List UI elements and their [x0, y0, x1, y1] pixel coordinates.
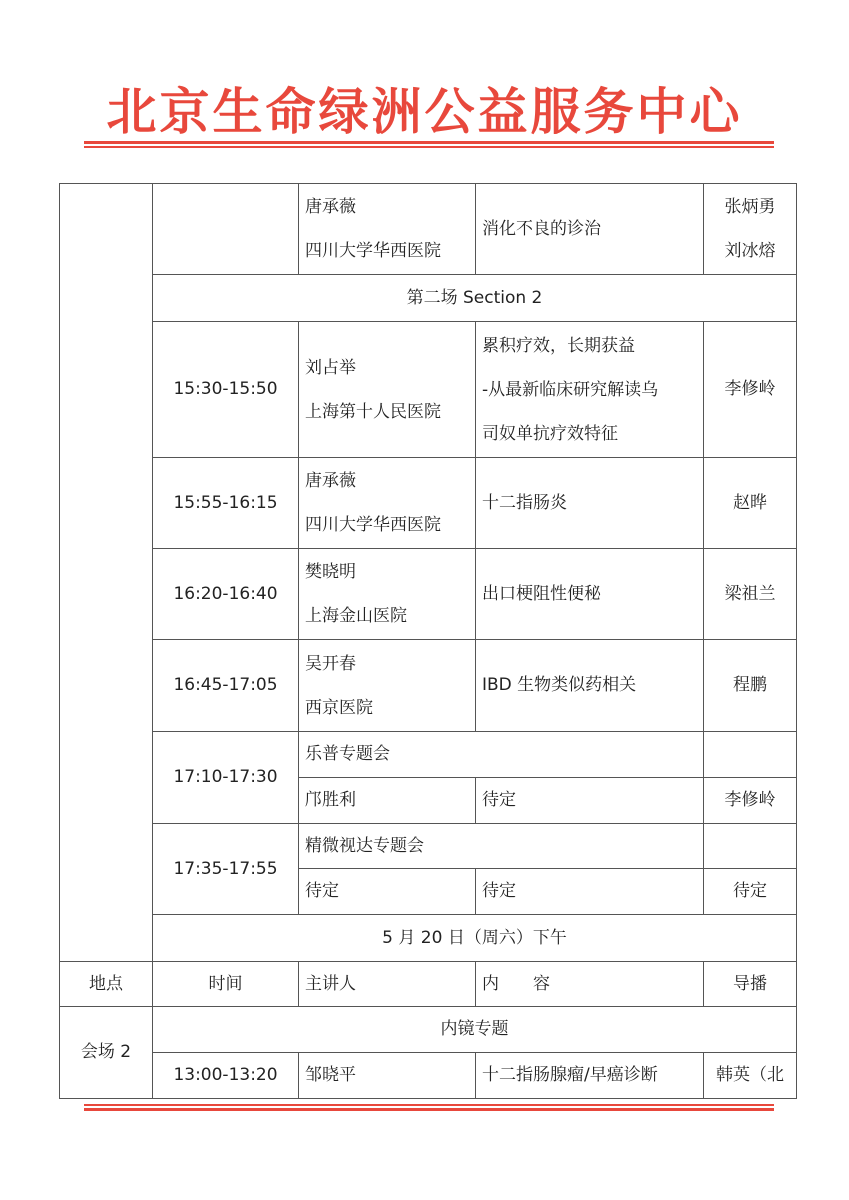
- table-row: [60, 640, 797, 731]
- speaker-name: 樊晓明: [305, 562, 356, 583]
- time-cell: [153, 184, 299, 275]
- topic-heading: 内镜专题: [153, 1006, 797, 1052]
- table-row: [60, 1006, 797, 1052]
- table-row: [60, 731, 797, 777]
- footer-rule-thick: [84, 1108, 774, 1111]
- col-header-speaker: 主讲人: [299, 962, 476, 1006]
- host-cell: [704, 184, 797, 275]
- content-cell: 出口梗阻性便秘: [476, 549, 704, 640]
- host-cell: 赵晔: [704, 457, 797, 548]
- header-row: [60, 962, 797, 1006]
- speaker-cell: [299, 640, 476, 731]
- content-cell: 消化不良的诊治: [476, 184, 704, 275]
- content-line: 司奴单抗疗效特征: [482, 423, 618, 444]
- host-cell: 李修岭: [704, 322, 797, 457]
- table-row: [60, 275, 797, 322]
- venue-cell: 会场 2: [60, 1006, 153, 1098]
- speaker-cell: [299, 184, 476, 275]
- host-name: 张炳勇: [724, 197, 776, 218]
- speaker-org: 上海第十人民医院: [305, 401, 441, 422]
- speaker-cell: [299, 549, 476, 640]
- content-cell: 待定: [476, 777, 704, 823]
- time-cell: 13:00-13:20: [153, 1052, 299, 1098]
- table-row: [60, 457, 797, 548]
- speaker-org: 西京医院: [305, 697, 373, 718]
- col-header-content: 内 容: [476, 962, 704, 1006]
- speaker-name: 唐承薇: [305, 471, 356, 492]
- table-row: [60, 549, 797, 640]
- table-row: [60, 915, 797, 962]
- host-cell: 韩英（北: [704, 1052, 797, 1098]
- table-row: [60, 1052, 797, 1098]
- speaker-cell: [299, 322, 476, 457]
- table-row: [60, 184, 797, 275]
- speaker-cell: 邝胜利: [299, 777, 476, 823]
- speaker-name: 吴开春: [305, 653, 356, 674]
- speaker-org: 四川大学华西医院: [305, 515, 441, 536]
- speaker-name: 刘占举: [305, 357, 356, 378]
- day-heading: 5 月 20 日（周六）下午: [153, 915, 797, 962]
- header-rule-thin: [84, 146, 774, 148]
- content-line: 累积疗效，长期获益: [482, 335, 635, 356]
- host-cell-blank: [704, 824, 797, 869]
- time-cell: 15:30-15:50: [153, 322, 299, 457]
- location-cell-blank: [60, 184, 153, 962]
- time-cell: 17:10-17:30: [153, 731, 299, 823]
- speaker-org: 四川大学华西医院: [305, 241, 441, 262]
- time-cell: 16:45-17:05: [153, 640, 299, 731]
- content-cell: 十二指肠腺瘤/早癌诊断: [476, 1052, 704, 1098]
- table-row: [60, 322, 797, 457]
- host-name: 刘冰熔: [724, 241, 776, 262]
- topic-cell: 精微视达专题会: [299, 824, 704, 869]
- speaker-cell: 邹晓平: [299, 1052, 476, 1098]
- organization-title: 北京生命绿洲公益服务中心: [106, 82, 743, 141]
- speaker-name: 唐承薇: [305, 197, 356, 218]
- host-cell: 李修岭: [704, 777, 797, 823]
- speaker-org: 上海金山医院: [305, 606, 407, 627]
- col-header-time: 时间: [153, 962, 299, 1006]
- host-cell: 梁祖兰: [704, 549, 797, 640]
- host-cell-blank: [704, 731, 797, 777]
- content-line: -从最新临床研究解读乌: [482, 379, 659, 400]
- col-header-host: 导播: [704, 962, 797, 1006]
- content-cell: 十二指肠炎: [476, 457, 704, 548]
- content-cell: [476, 322, 704, 457]
- content-cell: 待定: [476, 869, 704, 915]
- header-rule-thick: [84, 141, 774, 144]
- host-cell: 程鹏: [704, 640, 797, 731]
- table-row: [60, 824, 797, 869]
- topic-cell: 乐普专题会: [299, 731, 704, 777]
- col-header-location: 地点: [60, 962, 153, 1006]
- time-cell: 16:20-16:40: [153, 549, 299, 640]
- speaker-cell: 待定: [299, 869, 476, 915]
- footer-rule-thin: [84, 1104, 774, 1106]
- speaker-cell: [299, 457, 476, 548]
- schedule-table: [59, 183, 797, 1099]
- section-heading: 第二场 Section 2: [153, 275, 797, 322]
- host-cell: 待定: [704, 869, 797, 915]
- content-cell: IBD 生物类似药相关: [476, 640, 704, 731]
- time-cell: 17:35-17:55: [153, 824, 299, 915]
- time-cell: 15:55-16:15: [153, 457, 299, 548]
